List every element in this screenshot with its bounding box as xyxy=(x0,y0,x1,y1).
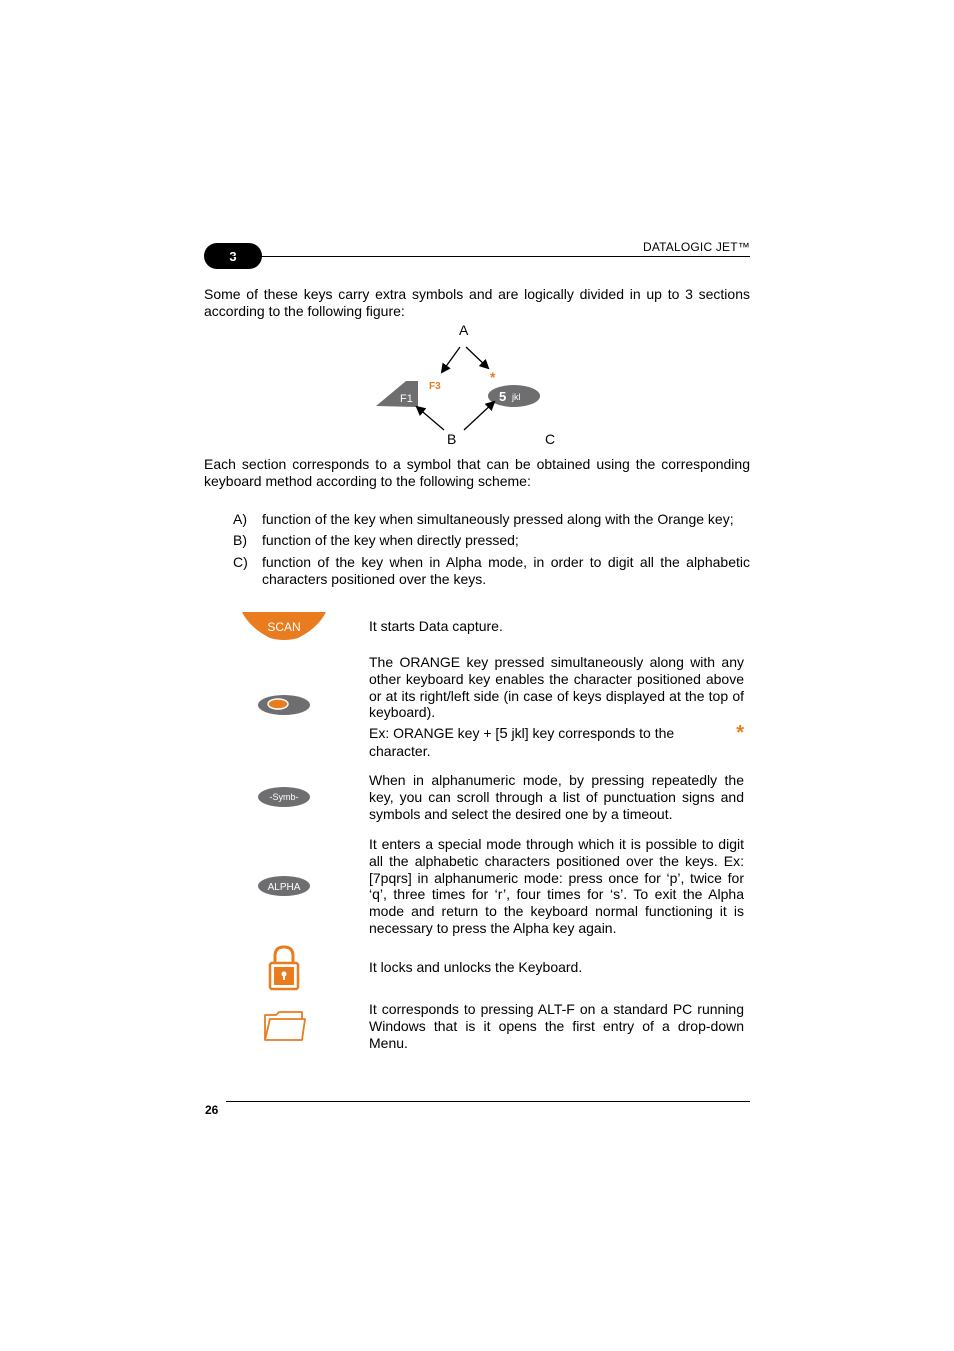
lock-icon xyxy=(268,945,300,991)
star-icon: * xyxy=(736,722,744,744)
page-number: 26 xyxy=(205,1103,219,1117)
f3-label: F3 xyxy=(429,381,441,392)
header-title: DATALOGIC JET™ xyxy=(642,240,750,254)
scheme-intro-paragraph: Each section corresponds to a symbol that can be obtained using the corresponding keyboard method according to the following scheme: xyxy=(204,456,750,489)
example-prefix: Ex: ORANGE key + [ xyxy=(369,725,500,741)
key-5-letters: jkl xyxy=(512,392,521,402)
example-digit: 5 xyxy=(499,725,508,742)
lock-key-description: It locks and unlocks the Keyboard. xyxy=(369,959,583,975)
orange-key-example xyxy=(369,722,744,760)
figure-label-c: C xyxy=(545,431,556,447)
list-text: function of the key when directly pressed; xyxy=(262,532,519,548)
alpha-key-icon xyxy=(257,875,311,897)
list-item-b xyxy=(233,532,750,549)
folder-key-description: It corresponds to pressing ALT-F on a standard PC running Windows that is it opens the first entry of a drop-down Menu. xyxy=(369,1001,744,1051)
example-suffix: jkl] key corresponds to the xyxy=(507,725,675,741)
scan-key-label: SCAN xyxy=(267,620,301,634)
folder-icon xyxy=(262,1008,308,1044)
orange-key-description: The ORANGE key pressed simultaneously along with any other keyboard key enables the character positioned above or at its right/left side (in case of keys displayed at the top of keyboard). xyxy=(369,654,744,721)
example-end: character. xyxy=(369,742,431,759)
list-text: function of the key when simultaneously pressed along with the Orange key; xyxy=(262,511,734,527)
list-text: function of the key when in Alpha mode, in order to digit all the alphabetic characters positioned over the keys. xyxy=(262,554,750,587)
list-item-a xyxy=(233,511,750,528)
key-5-digit: 5 xyxy=(499,389,507,404)
figure-label-b: B xyxy=(447,431,457,447)
f1-key-label: F1 xyxy=(400,393,413,405)
list-label: A) xyxy=(233,511,247,527)
scan-key-icon xyxy=(242,612,326,640)
symb-key-icon xyxy=(257,786,311,808)
footer-rule xyxy=(226,1101,750,1102)
scan-key-description: It starts Data capture. xyxy=(369,618,503,634)
symb-key-label: -Symb- xyxy=(269,792,299,802)
alpha-key-description: It enters a special mode through which it is possible to digit all the alphabetic characters positioned over the keys. Ex: [7pqrs] in alphanumeric mode: press once for ‘p’, twice for ‘q’, three times for ‘r’, four times for ‘s’. To exit the Alpha mode and return to the keyboard normal functioning it is necessary to press the Alpha key again. xyxy=(369,836,744,936)
header-rule xyxy=(226,256,750,257)
key-sections-figure xyxy=(360,318,590,452)
list-label: B) xyxy=(233,532,247,548)
star-symbol: * xyxy=(490,369,496,385)
alpha-key-label: ALPHA xyxy=(267,882,301,893)
list-label: C) xyxy=(233,554,248,570)
intro-paragraph: Some of these keys carry extra symbols and are logically divided in up to 3 sections according to the following figure: xyxy=(204,286,750,319)
symb-key-description: When in alphanumeric mode, by pressing repeatedly the key, you can scroll through a list of punctuation signs and symbols and select the desired one by a timeout. xyxy=(369,772,744,822)
figure-label-a: A xyxy=(459,322,469,338)
orange-key-icon xyxy=(257,694,311,716)
list-item-c xyxy=(233,554,750,588)
